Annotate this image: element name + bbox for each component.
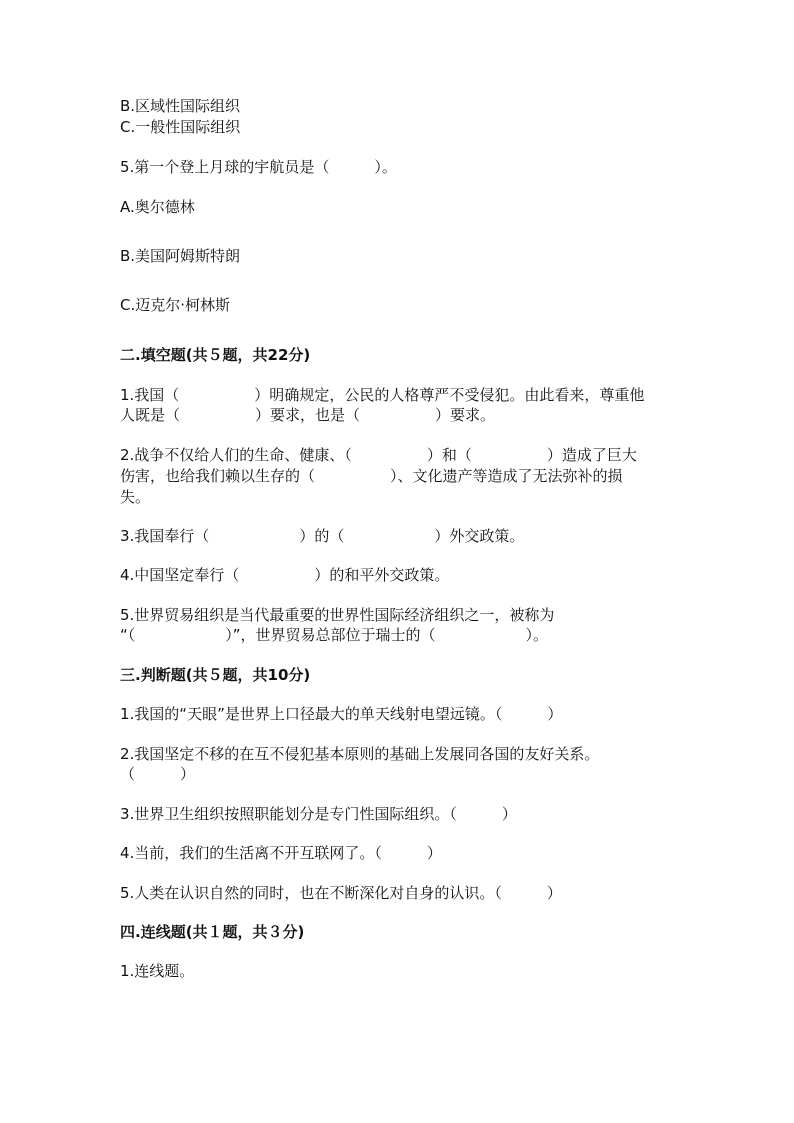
part2-q5-line1: 5.世界贸易组织是当代最重要的世界性国际经济组织之一，被称为 [120,606,555,624]
part4-heading: 四.连线题(共１题，共３分) [120,923,305,941]
part2-q2-line3: 失。 [120,488,151,506]
part3-q5: 5.人类在认识自然的同时，也在不断深化对自身的认识。（ ） [120,884,562,902]
part2-q2-line2: 伤害，也给我们赖以生存的（ ）、文化遗产等造成了无法弥补的损 [120,467,623,485]
part3-q3: 3.世界卫生组织按照职能划分是专门性国际组织。（ ） [120,805,517,823]
part2-q1-line2: 人既是（ ）要求，也是（ ）要求。 [120,406,496,424]
part1-q5-option-a: A.奥尔德林 [120,198,195,216]
part3-q4: 4.当前，我们的生活离不开互联网了。（ ） [120,844,442,862]
part2-q4: 4.中国坚定奉行（ ）的和平外交政策。 [120,566,450,584]
part2-heading: 二.填空题(共５题，共22分) [120,346,311,364]
part2-q5-line2: “（ ）”，世界贸易总部位于瑞士的（ ）。 [120,626,549,644]
part2-q2-line1: 2.战争不仅给人们的生命、健康、（ ）和（ ）造成了巨大 [120,446,637,464]
part2-q3: 3.我国奉行（ ）的（ ）外交政策。 [120,527,525,545]
part3-heading: 三.判断题(共５题，共10分) [120,666,311,684]
part1-q4-option-c: C.一般性国际组织 [120,118,241,136]
part1-q5-stem: 5.第一个登上月球的宇航员是（ ）。 [120,158,397,176]
part2-q1-line1: 1.我国（ ）明确规定，公民的人格尊严不受侵犯。由此看来，尊重他 [120,386,645,404]
part3-q2-line1: 2.我国坚定不移的在互不侵犯基本原则的基础上发展同各国的友好关系。 [120,745,600,763]
part1-q5-option-b: B.美国阿姆斯特朗 [120,247,241,265]
part3-q1: 1.我国的“天眼”是世界上口径最大的单天线射电望远镜。（ ） [120,705,563,723]
part1-q5-option-c: C.迈克尔·柯林斯 [120,296,231,314]
part3-q2-line2: （ ） [120,765,196,783]
part4-q1: 1.连线题。 [120,962,195,980]
part1-q4-option-b: B.区域性国际组织 [120,97,241,115]
